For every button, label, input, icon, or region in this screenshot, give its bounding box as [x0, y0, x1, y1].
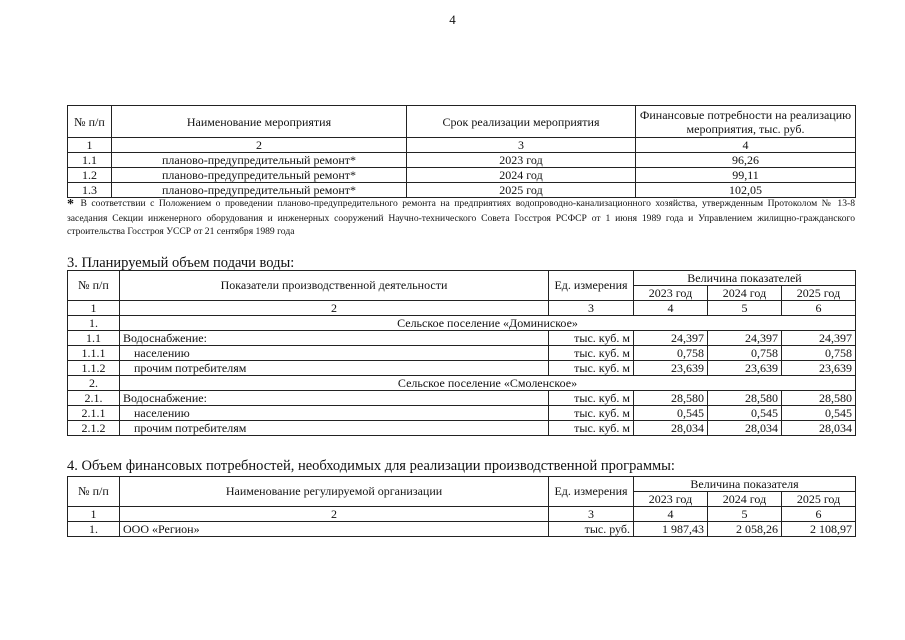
header-group-cell: Величина показателей: [634, 271, 856, 286]
row-number: 1.1: [68, 153, 112, 168]
unit-cell: тыс. руб.: [549, 522, 634, 537]
value-cell: 0,545: [708, 406, 782, 421]
index-cell: 5: [708, 301, 782, 316]
header-cell: Финансовые потребности на реализацию мероприятия, тыс. руб.: [636, 106, 856, 138]
activity-name: планово-предупредительный ремонт*: [112, 183, 407, 198]
value-cell: 2 058,26: [708, 522, 782, 537]
table-row: [68, 361, 856, 376]
header-cell: № п/п: [68, 477, 120, 507]
value-cell: 28,034: [708, 421, 782, 436]
section-4-title: 4. Объем финансовых потребностей, необходимых для реализации производственной программы:: [67, 458, 675, 474]
index-cell: 2: [120, 507, 549, 522]
indicator-name: населению: [120, 346, 549, 361]
row-number: 2.1.2: [68, 421, 120, 436]
page-number: 4: [449, 12, 456, 27]
row-number: 2.1.: [68, 391, 120, 406]
value-cell: 24,397: [782, 331, 856, 346]
indicator-name: Водоснабжение:: [120, 331, 549, 346]
section-3-title: 3. Планируемый объем подачи воды:: [67, 255, 295, 271]
value-cell: 23,639: [708, 361, 782, 376]
index-cell: 1: [68, 507, 120, 522]
index-cell: 1: [68, 138, 112, 153]
year-header: 2024 год: [708, 492, 782, 507]
year-header: 2023 год: [634, 286, 708, 301]
maintenance-table: [67, 105, 856, 198]
value-cell: 28,034: [634, 421, 708, 436]
footnote-star: *: [67, 197, 74, 212]
table-row: [68, 183, 856, 198]
index-cell: 4: [634, 301, 708, 316]
value-cell: 0,758: [782, 346, 856, 361]
activity-cost: 96,26: [636, 153, 856, 168]
value-cell: 28,580: [708, 391, 782, 406]
group-name: Сельское поселение «Доминиское»: [120, 316, 856, 331]
value-cell: 28,034: [782, 421, 856, 436]
column-index-row: [68, 507, 856, 522]
unit-cell: тыс. куб. м: [549, 346, 634, 361]
unit-cell: тыс. куб. м: [549, 406, 634, 421]
water-supply-table: [67, 270, 856, 436]
unit-cell: тыс. куб. м: [549, 391, 634, 406]
unit-cell: тыс. куб. м: [549, 361, 634, 376]
activity-period: 2024 год: [407, 168, 636, 183]
header-cell: № п/п: [68, 271, 120, 301]
table-row: [68, 421, 856, 436]
indicator-name: прочим потребителям: [120, 421, 549, 436]
group-row: [68, 316, 856, 331]
row-number: 1.1.1: [68, 346, 120, 361]
table-row: [68, 391, 856, 406]
indicator-name: Водоснабжение:: [120, 391, 549, 406]
group-number: 2.: [68, 376, 120, 391]
header-cell: Ед. измерения: [549, 477, 634, 507]
header-cell: Наименование мероприятия: [112, 106, 407, 138]
header-cell: Наименование регулируемой организации: [120, 477, 549, 507]
year-header: 2023 год: [634, 492, 708, 507]
table-row: [68, 168, 856, 183]
table-row: [68, 331, 856, 346]
value-cell: 24,397: [708, 331, 782, 346]
year-header: 2025 год: [782, 492, 856, 507]
organization-name: ООО «Регион»: [120, 522, 549, 537]
financial-needs-table: [67, 476, 856, 537]
value-cell: 1 987,43: [634, 522, 708, 537]
index-cell: 6: [782, 301, 856, 316]
footnote: [67, 197, 855, 239]
activity-name: планово-предупредительный ремонт*: [112, 168, 407, 183]
index-cell: 2: [112, 138, 407, 153]
table-header-row: [68, 106, 856, 138]
row-number: 2.1.1: [68, 406, 120, 421]
header-cell: Ед. измерения: [549, 271, 634, 301]
activity-cost: 99,11: [636, 168, 856, 183]
activity-name: планово-предупредительный ремонт*: [112, 153, 407, 168]
table-header-row: [68, 271, 856, 286]
table-row: [68, 522, 856, 537]
header-cell: № п/п: [68, 106, 112, 138]
index-cell: 2: [120, 301, 549, 316]
index-cell: 6: [782, 507, 856, 522]
index-cell: 1: [68, 301, 120, 316]
index-cell: 3: [549, 507, 634, 522]
index-cell: 4: [636, 138, 856, 153]
group-name: Сельское поселение «Смоленское»: [120, 376, 856, 391]
value-cell: 23,639: [782, 361, 856, 376]
value-cell: 24,397: [634, 331, 708, 346]
value-cell: 0,545: [782, 406, 856, 421]
row-number: 1.2: [68, 168, 112, 183]
index-cell: 3: [549, 301, 634, 316]
unit-cell: тыс. куб. м: [549, 421, 634, 436]
indicator-name: прочим потребителям: [120, 361, 549, 376]
index-cell: 5: [708, 507, 782, 522]
row-number: 1.: [68, 522, 120, 537]
column-index-row: [68, 138, 856, 153]
footnote-text: В соответствии с Положением о проведении планово-предупредительного ремонта на предприятиях водопроводно-канализационного хозяйства, утвержденным Протоколом № 13-8 заседания Секции инженерного оборудования и инженерных сооружений Научно-технического Совета Госстроя РСФСР от 1 июня 1989 года и Управлением жилищно-гражданского строительства Госстроя УССР от 21 сентября 1989 года: [67, 198, 855, 237]
value-cell: 2 108,97: [782, 522, 856, 537]
row-number: 1.1.2: [68, 361, 120, 376]
header-group-cell: Величина показателя: [634, 477, 856, 492]
value-cell: 0,545: [634, 406, 708, 421]
activity-cost: 102,05: [636, 183, 856, 198]
unit-cell: тыс. куб. м: [549, 331, 634, 346]
activity-period: 2023 год: [407, 153, 636, 168]
header-cell: Показатели производственной деятельности: [120, 271, 549, 301]
table-row: [68, 346, 856, 361]
value-cell: 28,580: [782, 391, 856, 406]
value-cell: 0,758: [708, 346, 782, 361]
row-number: 1.3: [68, 183, 112, 198]
header-cell: Срок реализации мероприятия: [407, 106, 636, 138]
table-row: [68, 153, 856, 168]
table-header-row: [68, 477, 856, 492]
value-cell: 0,758: [634, 346, 708, 361]
activity-period: 2025 год: [407, 183, 636, 198]
group-number: 1.: [68, 316, 120, 331]
column-index-row: [68, 301, 856, 316]
value-cell: 23,639: [634, 361, 708, 376]
year-header: 2024 год: [708, 286, 782, 301]
group-row: [68, 376, 856, 391]
index-cell: 3: [407, 138, 636, 153]
indicator-name: населению: [120, 406, 549, 421]
value-cell: 28,580: [634, 391, 708, 406]
row-number: 1.1: [68, 331, 120, 346]
index-cell: 4: [634, 507, 708, 522]
table-row: [68, 406, 856, 421]
year-header: 2025 год: [782, 286, 856, 301]
